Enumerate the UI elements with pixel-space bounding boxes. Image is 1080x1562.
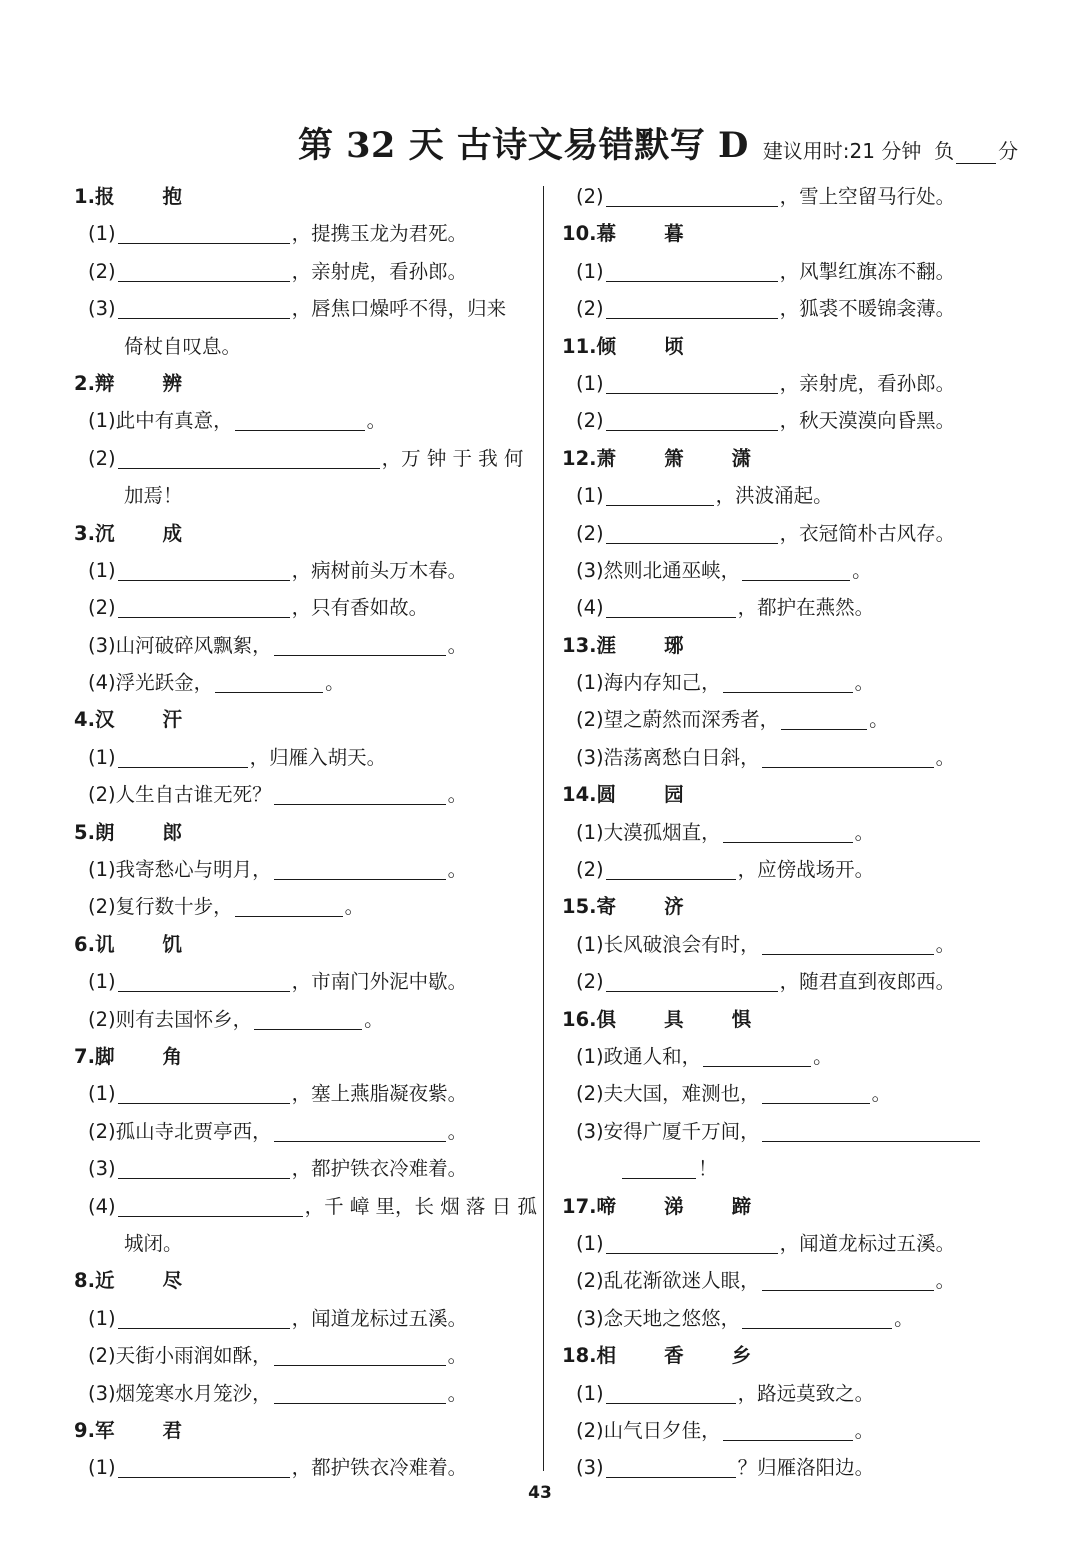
group-heading: 6.讥 饥 bbox=[74, 932, 183, 956]
question-item: (4) ，千 嶂 里，长 烟 落 日 孤 bbox=[88, 1194, 537, 1218]
group-heading: 15.寄 济 bbox=[562, 895, 684, 919]
question-continuation: 倚杖自叹息。 bbox=[124, 334, 242, 358]
question-item: (2) ，随君直到夜郎西。 bbox=[576, 970, 956, 994]
answer-blank[interactable] bbox=[762, 932, 934, 955]
group-heading: 3.沉 成 bbox=[74, 521, 183, 545]
group-heading: 2.辩 辨 bbox=[74, 371, 183, 395]
answer-blank[interactable] bbox=[118, 446, 380, 469]
question-item: (1) ，都护铁衣冷难着。 bbox=[88, 1456, 468, 1480]
answer-blank[interactable] bbox=[274, 857, 446, 880]
question-item: (2) ，应傍战场开。 bbox=[576, 858, 875, 882]
answer-blank[interactable] bbox=[235, 894, 343, 917]
question-item: (3)烟笼寒水月笼沙， 。 bbox=[88, 1381, 468, 1405]
answer-blank[interactable] bbox=[606, 371, 778, 394]
answer-blank[interactable] bbox=[762, 1268, 934, 1291]
question-item: (2)乱花渐欲迷人眼， 。 bbox=[576, 1269, 956, 1293]
question-item: (2)复行数十步， 。 bbox=[88, 895, 365, 919]
question-item: (1)长风破浪会有时， 。 bbox=[576, 932, 956, 956]
question-item: (3)浩荡离愁白日斜， 。 bbox=[576, 745, 956, 769]
answer-blank[interactable] bbox=[215, 670, 323, 693]
answer-blank[interactable] bbox=[762, 1119, 980, 1142]
question-item: (1) ，亲射虎，看孙郎。 bbox=[576, 371, 956, 395]
answer-blank[interactable] bbox=[118, 1081, 290, 1104]
suggested-time: 建议用时:21 分钟 bbox=[762, 139, 922, 163]
score-blank[interactable] bbox=[956, 145, 996, 164]
question-continuation: ！ bbox=[558, 1150, 1028, 1187]
question-item: (2)则有去国怀乡， 。 bbox=[88, 1007, 384, 1031]
group-heading: 10.幕 暮 bbox=[562, 222, 684, 246]
question-item: (2)人生自古谁无死？ 。 bbox=[88, 783, 468, 807]
question-item: (1)海内存知己， 。 bbox=[576, 671, 875, 695]
answer-blank[interactable] bbox=[274, 782, 446, 805]
question-item: (2) ，狐裘不暖锦衾薄。 bbox=[576, 297, 956, 321]
answer-blank[interactable] bbox=[723, 820, 853, 843]
question-item: (2)山气日夕佳， 。 bbox=[576, 1418, 875, 1442]
answer-blank[interactable] bbox=[235, 408, 365, 431]
right-column bbox=[558, 178, 1028, 1487]
answer-blank[interactable] bbox=[274, 1381, 446, 1404]
question-item: (1)大漠孤烟直， 。 bbox=[576, 820, 875, 844]
column-divider bbox=[543, 186, 544, 1471]
answer-blank[interactable] bbox=[622, 1156, 696, 1179]
answer-blank[interactable] bbox=[606, 1381, 736, 1404]
answer-blank[interactable] bbox=[606, 184, 778, 207]
answer-blank[interactable] bbox=[118, 1156, 290, 1179]
page-title bbox=[298, 118, 1038, 168]
group-heading: 9.军 君 bbox=[74, 1418, 183, 1442]
title-meta bbox=[763, 135, 1018, 168]
answer-blank[interactable] bbox=[762, 1081, 870, 1104]
question-item: (3)然则北通巫峡， 。 bbox=[576, 558, 872, 582]
question-item: (3)念天地之悠悠， 。 bbox=[576, 1306, 914, 1330]
group-heading: 7.脚 角 bbox=[74, 1044, 183, 1068]
question-item: (3) ，都护铁衣冷难着。 bbox=[88, 1157, 468, 1181]
answer-blank[interactable] bbox=[606, 1455, 736, 1478]
question-item: (3) ，唇焦口燥呼不得，归来 bbox=[88, 297, 507, 321]
question-item: (1) ，归雁入胡天。 bbox=[88, 745, 387, 769]
page-number: 43 bbox=[528, 1483, 552, 1503]
group-heading: 18.相 香 乡 bbox=[562, 1344, 752, 1368]
group-heading: 12.萧 箫 潇 bbox=[562, 446, 752, 470]
score-prefix: 负 bbox=[934, 139, 955, 163]
answer-blank[interactable] bbox=[723, 670, 853, 693]
group-heading: 11.倾 顷 bbox=[562, 334, 684, 358]
answer-blank[interactable] bbox=[118, 296, 290, 319]
group-heading: 16.俱 具 惧 bbox=[562, 1007, 752, 1031]
answer-blank[interactable] bbox=[118, 1455, 290, 1478]
group-heading: 14.圆 园 bbox=[562, 783, 684, 807]
answer-blank[interactable] bbox=[606, 259, 778, 282]
answer-blank[interactable] bbox=[118, 745, 248, 768]
answer-blank[interactable] bbox=[118, 1306, 290, 1329]
group-heading: 8.近 尽 bbox=[74, 1269, 183, 1293]
question-item: (1) ，闻道龙标过五溪。 bbox=[576, 1231, 956, 1255]
question-item: (2) ，只有香如故。 bbox=[88, 596, 429, 620]
question-item: (1) ，洪波涌起。 bbox=[576, 484, 833, 508]
question-item: (2)望之蔚然而深秀者， 。 bbox=[576, 708, 889, 732]
question-item: (2) ，秋天漠漠向昏黑。 bbox=[576, 409, 956, 433]
group-heading: 13.涯 琊 bbox=[562, 633, 684, 657]
answer-blank[interactable] bbox=[606, 1231, 778, 1254]
answer-blank[interactable] bbox=[703, 1044, 811, 1067]
question-item: (2)天街小雨润如酥， 。 bbox=[88, 1344, 468, 1368]
answer-blank[interactable] bbox=[762, 745, 934, 768]
answer-blank[interactable] bbox=[118, 558, 290, 581]
answer-blank[interactable] bbox=[723, 1418, 853, 1441]
answer-blank[interactable] bbox=[274, 633, 446, 656]
question-item: (3)山河破碎风飘絮， 。 bbox=[88, 633, 468, 657]
question-item: (2) ，万 钟 于 我 何 bbox=[88, 446, 524, 470]
question-continuation: 城闭。 bbox=[124, 1231, 183, 1255]
answer-blank[interactable] bbox=[606, 296, 778, 319]
group-heading: 17.啼 涕 蹄 bbox=[562, 1194, 752, 1218]
question-item: (1) ，病树前头万木春。 bbox=[88, 558, 468, 582]
answer-blank[interactable] bbox=[742, 558, 850, 581]
answer-blank[interactable] bbox=[606, 483, 714, 506]
answer-blank[interactable] bbox=[606, 521, 778, 544]
answer-blank[interactable] bbox=[781, 707, 867, 730]
left-column bbox=[70, 178, 540, 1487]
question-item: (4)浮光跃金， 。 bbox=[88, 671, 345, 695]
question-item: (1) ，提携玉龙为君死。 bbox=[88, 222, 468, 246]
question-item: (1)政通人和， 。 bbox=[576, 1044, 833, 1068]
answer-blank[interactable] bbox=[118, 1194, 303, 1217]
answer-blank[interactable] bbox=[606, 969, 778, 992]
question-item: (2) ，衣冠简朴古风存。 bbox=[576, 521, 956, 545]
score-suffix: 分 bbox=[998, 139, 1019, 163]
answer-blank[interactable] bbox=[118, 595, 290, 618]
question-item: (2)夫大国，难测也， 。 bbox=[576, 1082, 892, 1106]
title-main: 第 32 天 古诗文易错默写 D bbox=[298, 125, 749, 166]
question-item: (4) ，都护在燕然。 bbox=[576, 596, 875, 620]
question-item: (1)此中有真意， 。 bbox=[88, 409, 387, 433]
question-item: (1) ，风掣红旗冻不翻。 bbox=[576, 259, 956, 283]
answer-blank[interactable] bbox=[606, 408, 778, 431]
question-item: (2)孤山寺北贾亭西， 。 bbox=[88, 1119, 468, 1143]
question-item: (1)我寄愁心与明月， 。 bbox=[88, 858, 468, 882]
answer-blank[interactable] bbox=[274, 1343, 446, 1366]
question-item: (1) ，路远莫致之。 bbox=[576, 1381, 875, 1405]
question-item: (1) ，市南门外泥中歇。 bbox=[88, 970, 468, 994]
answer-blank[interactable] bbox=[606, 595, 736, 618]
answer-blank[interactable] bbox=[742, 1306, 892, 1329]
question-item: (1) ，塞上燕脂凝夜紫。 bbox=[88, 1082, 468, 1106]
group-heading: 4.汉 汗 bbox=[74, 708, 183, 732]
question-item: (3)安得广厦千万间， bbox=[558, 1113, 1028, 1150]
question-item: (1) ，闻道龙标过五溪。 bbox=[88, 1306, 468, 1330]
answer-blank[interactable] bbox=[118, 259, 290, 282]
question-continuation: 加焉！ bbox=[124, 484, 183, 508]
group-heading: 1.报 抱 bbox=[74, 185, 183, 208]
question-item: (3) ？归雁洛阳边。 bbox=[576, 1456, 875, 1480]
group-heading: 5.朗 郎 bbox=[74, 820, 183, 844]
answer-blank[interactable] bbox=[274, 1119, 446, 1142]
answer-blank[interactable] bbox=[118, 221, 290, 244]
question-item: (2) ，雪上空留马行处。 bbox=[576, 185, 956, 208]
question-item: (2) ，亲射虎，看孙郎。 bbox=[88, 259, 468, 283]
answer-blank[interactable] bbox=[118, 969, 290, 992]
answer-blank[interactable] bbox=[606, 857, 736, 880]
answer-blank[interactable] bbox=[254, 1007, 362, 1030]
